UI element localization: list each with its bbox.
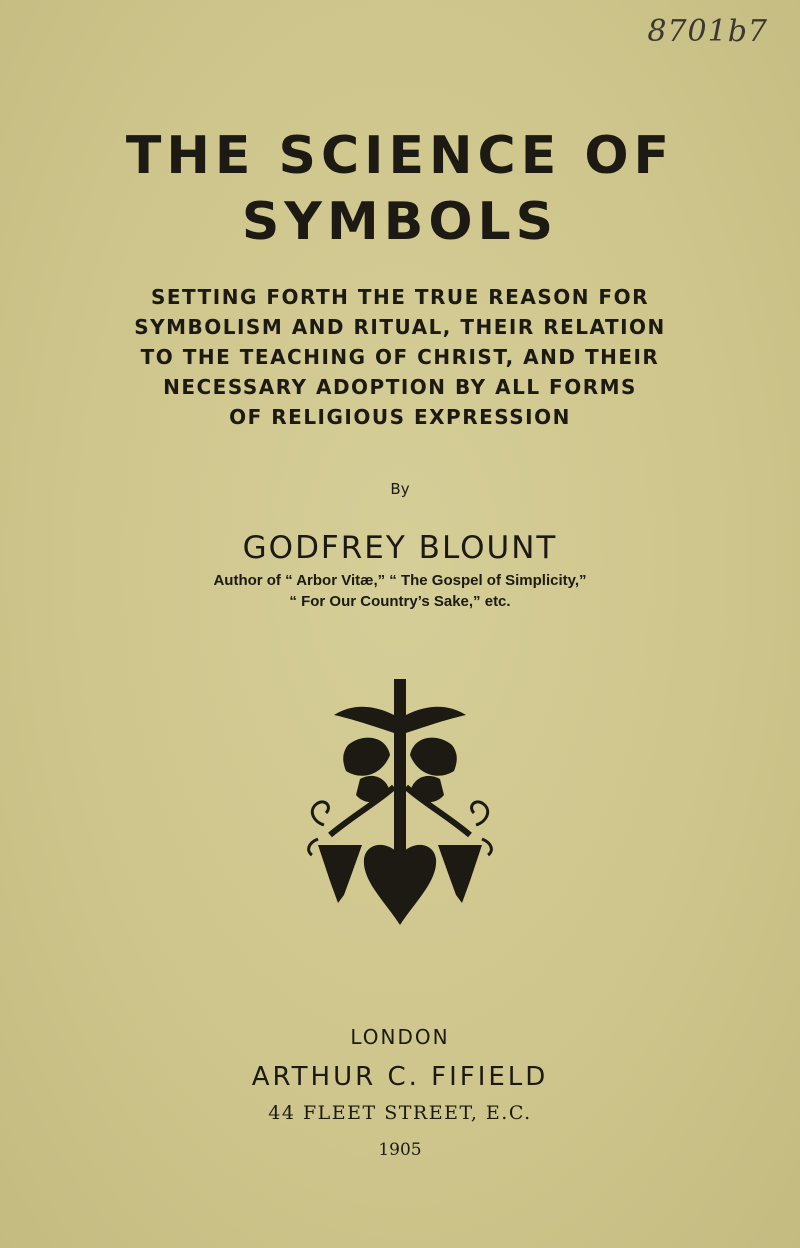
byline: By bbox=[390, 480, 410, 498]
book-subtitle bbox=[0, 282, 800, 432]
imprint-year: 1905 bbox=[378, 1140, 422, 1160]
subtitle-line: SETTING FORTH THE TRUE REASON FOR bbox=[150, 285, 649, 309]
imprint-publisher: ARTHUR C. FIFIELD bbox=[251, 1062, 549, 1092]
imprint-address: 44 FLEET STREET, E.C. bbox=[268, 1102, 532, 1124]
author-name: GODFREY BLOUNT bbox=[242, 530, 558, 566]
other-works-line-1: Author of “ Arbor Vitæ,” “ The Gospel of Simplicity,” bbox=[213, 572, 587, 589]
subtitle-line: TO THE TEACHING OF CHRIST, AND THEIR bbox=[140, 345, 660, 369]
book-title-line-1: THE SCIENCE OF bbox=[125, 126, 675, 186]
book-title-line-2: SYMBOLS bbox=[241, 192, 559, 252]
author-other-works bbox=[0, 570, 800, 612]
handwritten-shelfmark: 8701b7 bbox=[647, 14, 768, 49]
imprint-place: LONDON bbox=[350, 1025, 450, 1049]
subtitle-line: NECESSARY ADOPTION BY ALL FORMS bbox=[163, 375, 637, 399]
other-works-line-2: “ For Our Country’s Sake,” etc. bbox=[289, 593, 511, 610]
cross-heart-vine-emblem-icon bbox=[290, 675, 510, 935]
subtitle-line: SYMBOLISM AND RITUAL, THEIR RELATION bbox=[134, 315, 666, 339]
subtitle-line: OF RELIGIOUS EXPRESSION bbox=[229, 405, 571, 429]
